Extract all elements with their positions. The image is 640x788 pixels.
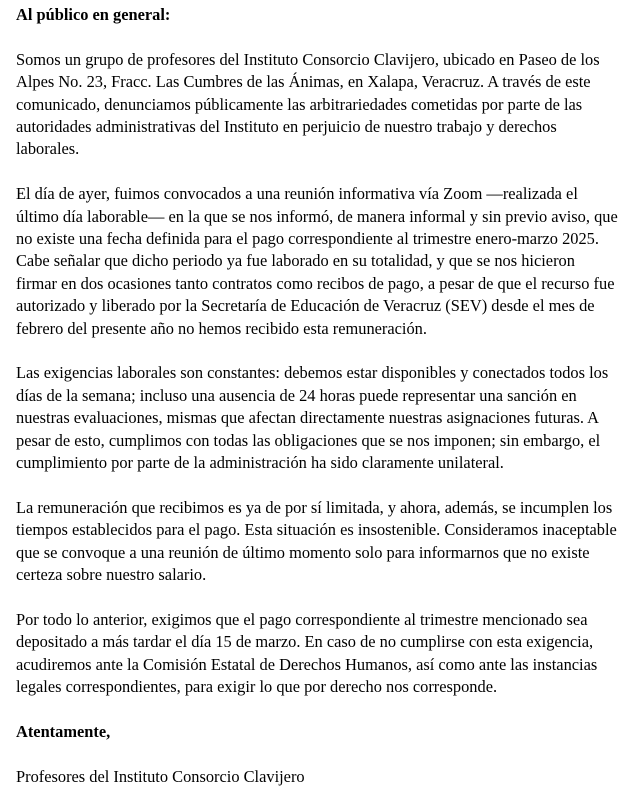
text-line: no existe una fecha definida para el pago correspondiente al trimestre enero-marzo 2025. [16, 229, 599, 249]
text-line: días de la semana; incluso una ausencia de 24 horas puede representar una sanción en [16, 385, 577, 405]
paragraph-demands [16, 362, 640, 474]
paragraph-conclusion [16, 609, 640, 699]
paragraph-remuneration [16, 497, 640, 587]
text-line: depositado a más tardar el día 15 de marzo. En caso de no cumplirse con esta exigencia, [16, 632, 594, 652]
text-line: Las exigencias laborales son constantes: debemos estar disponibles y conectados todos los [16, 363, 609, 383]
paragraph-meeting [16, 183, 640, 340]
text-line: El día de ayer, fuimos convocados a una reunión informativa vía Zoom —realizada el [16, 184, 578, 204]
closing-salutation: Atentamente, [16, 721, 111, 741]
text-line: autorizado y liberado por la Secretaría de Educación de Veracruz (SEV) desde el mes de [16, 296, 595, 316]
text-line: último día laborable— en la que se nos informó, de manera informal y sin previo aviso, que [16, 206, 618, 226]
text-line: febrero del presente año no hemos recibido esta remuneración. [16, 318, 427, 338]
text-line: nuestras evaluaciones, mismas que afectan directamente nuestras asignaciones futuras. A [16, 408, 600, 428]
text-line: que se convoque a una reunión de último momento solo para informarnos que no existe [16, 542, 590, 562]
text-line: firmar en dos ocasiones tanto contratos como recibos de pago, a pesar de que el recurso fue [16, 273, 615, 293]
text-line: Alpes No. 23, Fracc. Las Cumbres de las Ánimas, en Xalapa, Veracruz. A través de este [16, 72, 591, 92]
text-line: pesar de esto, cumplimos con todas las obligaciones que se nos imponen; sin embargo, el [16, 430, 601, 450]
text-line: tiempos establecidos para el pago. Esta situación es insostenible. Consideramos inaceptable [16, 520, 617, 540]
paragraph-intro [16, 49, 640, 161]
text-line: laborales. [16, 139, 80, 159]
text-line: Por todo lo anterior, exigimos que el pago correspondiente al trimestre mencionado sea [16, 609, 588, 629]
text-line: comunicado, denunciamos públicamente las arbitrariedades cometidas por parte de las [16, 94, 583, 114]
text-line: Cabe señalar que dicho periodo ya fue laborado en su totalidad, y que se nos hicieron [16, 251, 575, 271]
greeting-heading: Al público en general: [16, 5, 171, 24]
text-line: Somos un grupo de profesores del Instituto Consorcio Clavijero, ubicado en Paseo de los [16, 49, 600, 69]
text-line: La remuneración que recibimos es ya de por sí limitada, y ahora, además, se incumplen los [16, 497, 613, 517]
text-line: cumplimiento por parte de la administración ha sido claramente unilateral. [16, 453, 504, 473]
signature: Profesores del Instituto Consorcio Clavijero [16, 766, 305, 786]
text-line: acudiremos ante la Comisión Estatal de Derechos Humanos, así como ante las instancias [16, 654, 598, 674]
text-line: legales correspondientes, para exigir lo que por derecho nos corresponde. [16, 677, 498, 697]
text-line: autoridades administrativas del Instituto en perjuicio de nuestro trabajo y derechos [16, 117, 557, 137]
text-line: certeza sobre nuestro salario. [16, 565, 207, 585]
